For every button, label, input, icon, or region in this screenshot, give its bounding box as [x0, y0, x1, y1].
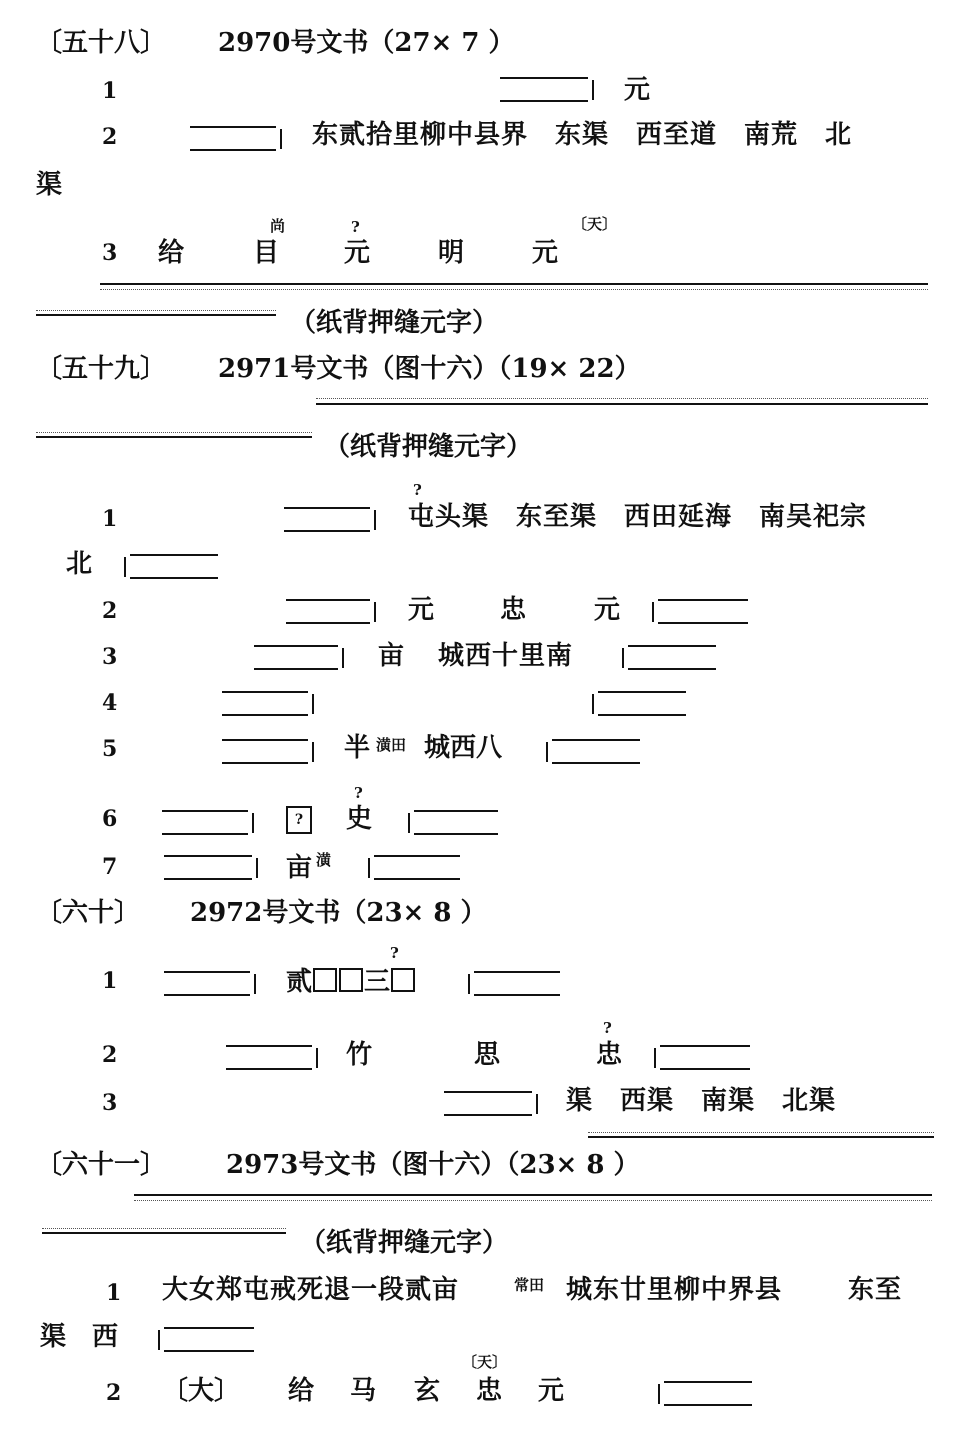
annotation: 潢田 — [376, 736, 407, 754]
line-text: 半 — [344, 733, 371, 763]
annotation: ? — [354, 784, 363, 802]
line-text: 城东廿里柳中界县 — [566, 1275, 783, 1305]
line-text: 思 — [474, 1040, 501, 1070]
line-text — [286, 968, 416, 995]
section-61-number: 〔六十一〕 — [36, 1150, 167, 1180]
line-number: 2 — [102, 598, 118, 624]
line-text: 贰 — [286, 967, 313, 997]
seam-line-dotted — [100, 289, 928, 290]
section-60-number: 〔六十〕 — [36, 898, 141, 928]
line-number: 2 — [106, 1380, 122, 1406]
annotation: 〔天〕 — [462, 1353, 508, 1371]
seam-line-dotted — [42, 1228, 286, 1229]
seam-line-dotted — [588, 1132, 934, 1133]
line-text: 〔大〕 — [162, 1376, 241, 1406]
line-wrap: 渠 — [36, 170, 63, 200]
line-text: 玄 — [414, 1376, 441, 1406]
seam-note: （纸背押缝元字） — [324, 432, 533, 462]
section-61-title: 2973号文书（图十六）（23× 8 ） — [226, 1150, 640, 1180]
line-text: 给 — [158, 238, 185, 268]
line-text: 亩 — [286, 853, 313, 883]
annotation: ? — [390, 944, 399, 962]
line-text: 元 — [624, 75, 651, 105]
line-text: 屯头渠 东至渠 西田延海 南吴祀宗 — [408, 502, 868, 532]
line-number: 3 — [102, 1090, 118, 1116]
line-number: 3 — [102, 240, 118, 266]
line-text: 城西十里南 — [438, 641, 574, 671]
seam-line — [36, 436, 312, 438]
line-text: 亩 — [378, 641, 405, 671]
line-text: 元 — [408, 595, 435, 625]
line-text: 竹 — [346, 1040, 373, 1070]
line-number: 5 — [102, 736, 118, 762]
section-58-number: 〔五十八〕 — [36, 28, 167, 58]
line-text: 东至 — [848, 1275, 903, 1305]
line-wrap: 北 — [66, 549, 93, 579]
line-text: 目 — [253, 238, 280, 268]
uncertain-char-box: ? — [286, 806, 312, 834]
seam-line — [316, 403, 928, 405]
line-number: 7 — [102, 854, 118, 880]
line-text: 东贰拾里柳中县界 东渠 西至道 南荒 北 — [312, 120, 853, 150]
section-58-title: 2970号文书（27× 7 ） — [218, 28, 515, 58]
seam-line — [36, 314, 276, 316]
line-number: 4 — [102, 690, 118, 716]
annotation: 尚 — [270, 217, 286, 235]
line-text: 马 — [350, 1376, 377, 1406]
line-text: 元 — [594, 595, 621, 625]
line-text: 元 — [532, 238, 559, 268]
seam-line-dotted — [36, 310, 276, 311]
missing-char-box — [391, 968, 415, 992]
line-text: 给 — [288, 1376, 315, 1406]
line-text: 元 — [344, 238, 371, 268]
line-text: 大女郑屯戒死退一段贰亩 — [162, 1275, 460, 1305]
seam-line-dotted — [134, 1200, 932, 1201]
line-number: 2 — [102, 1042, 118, 1068]
line-number: 3 — [102, 644, 118, 670]
annotation: ? — [413, 481, 422, 499]
section-59-number: 〔五十九〕 — [36, 354, 167, 384]
line-text: 明 — [438, 238, 465, 268]
line-text: 忠 — [596, 1040, 623, 1070]
section-59-title: 2971号文书（图十六）（19× 22） — [218, 354, 641, 384]
seam-line — [134, 1194, 932, 1196]
annotation: 常田 — [514, 1276, 545, 1294]
line-number: 1 — [106, 1280, 122, 1306]
missing-char-box — [339, 968, 363, 992]
seam-line — [42, 1232, 286, 1234]
line-text: 忠 — [500, 595, 527, 625]
line-text: 三 — [364, 967, 391, 997]
annotation: 潢 — [316, 851, 332, 869]
seam-line-dotted — [316, 398, 928, 399]
seam-line-dotted — [36, 432, 312, 433]
annotation: ? — [603, 1019, 612, 1037]
line-number: 1 — [102, 78, 118, 104]
annotation: ? — [351, 218, 360, 236]
annotation: 〔天〕 — [572, 215, 618, 233]
seam-line — [100, 283, 928, 285]
section-60-title: 2972号文书（23× 8 ） — [190, 898, 487, 928]
seam-note: （纸背押缝元字） — [290, 308, 499, 338]
line-number: 1 — [102, 968, 118, 994]
line-wrap: 渠 西 — [40, 1322, 119, 1352]
line-text: 忠 — [476, 1376, 503, 1406]
seam-note: （纸背押缝元字） — [300, 1228, 509, 1258]
line-number: 6 — [102, 806, 118, 832]
missing-char-box — [313, 968, 337, 992]
line-number: 1 — [102, 506, 118, 532]
line-text: 元 — [538, 1376, 565, 1406]
line-text: 史 — [346, 804, 373, 834]
line-text: 渠 西渠 南渠 北渠 — [566, 1086, 837, 1116]
line-number: 2 — [102, 124, 118, 150]
seam-line — [588, 1136, 934, 1138]
line-text: 城西八 — [424, 733, 503, 763]
